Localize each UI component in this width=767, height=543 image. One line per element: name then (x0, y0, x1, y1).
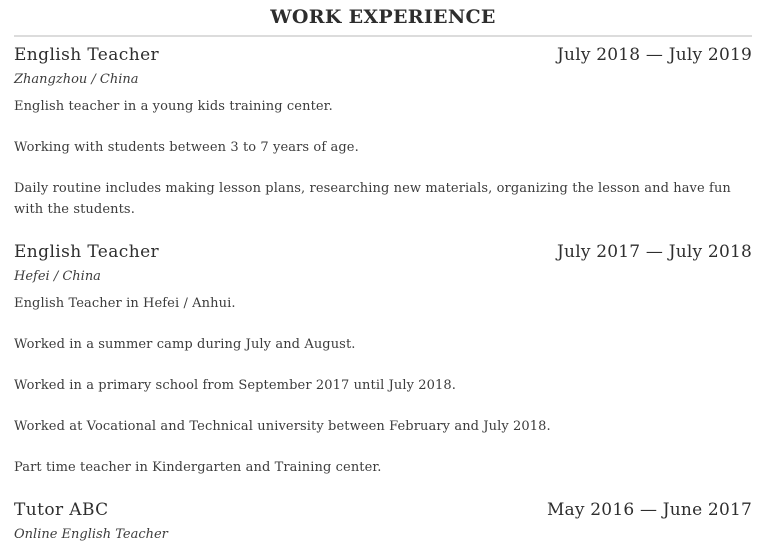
entry-header (14, 44, 752, 66)
job-date-range: July 2017 — July 2018 (557, 241, 752, 262)
section-divider (14, 35, 752, 37)
job-title: Tutor ABC (14, 499, 109, 520)
job-location: Zhangzhou / China (14, 72, 139, 87)
job-description-paragraph: Worked at Vocational and Technical university between February and July 2018. (14, 418, 551, 434)
work-entry (14, 44, 752, 220)
job-title: English Teacher (14, 45, 160, 65)
job-description (14, 294, 752, 479)
job-description (14, 97, 752, 220)
job-date-range: May 2016 — June 2017 (546, 499, 752, 520)
job-description-paragraph: Worked in a primary school from September 2017 until July 2018. (14, 377, 457, 393)
job-description-paragraph: English Teacher in Hefei / Anhui. (14, 295, 236, 311)
job-description-paragraph: Daily routine includes making lesson plans, researching new materials, organizing the lesson and have fun with the students. (14, 181, 731, 217)
job-title: English Teacher (14, 241, 160, 262)
work-entry (14, 499, 752, 543)
job-date-range: July 2018 — July 2019 (557, 45, 752, 65)
work-entry (14, 241, 752, 479)
job-description-paragraph: Part time teacher in Kindergarten and Training center. (14, 459, 382, 475)
job-location: Online English Teacher (14, 526, 168, 542)
job-description-paragraph: Working with students between 3 to 7 years of age. (14, 140, 359, 155)
job-description-paragraph: Worked in a summer camp during July and August. (14, 336, 356, 352)
job-description-paragraph: English teacher in a young kids training center. (14, 99, 333, 114)
section-title: WORK EXPERIENCE (270, 6, 496, 28)
entry-header (14, 499, 752, 521)
job-location: Hefei / China (14, 268, 101, 284)
entry-header (14, 241, 752, 263)
